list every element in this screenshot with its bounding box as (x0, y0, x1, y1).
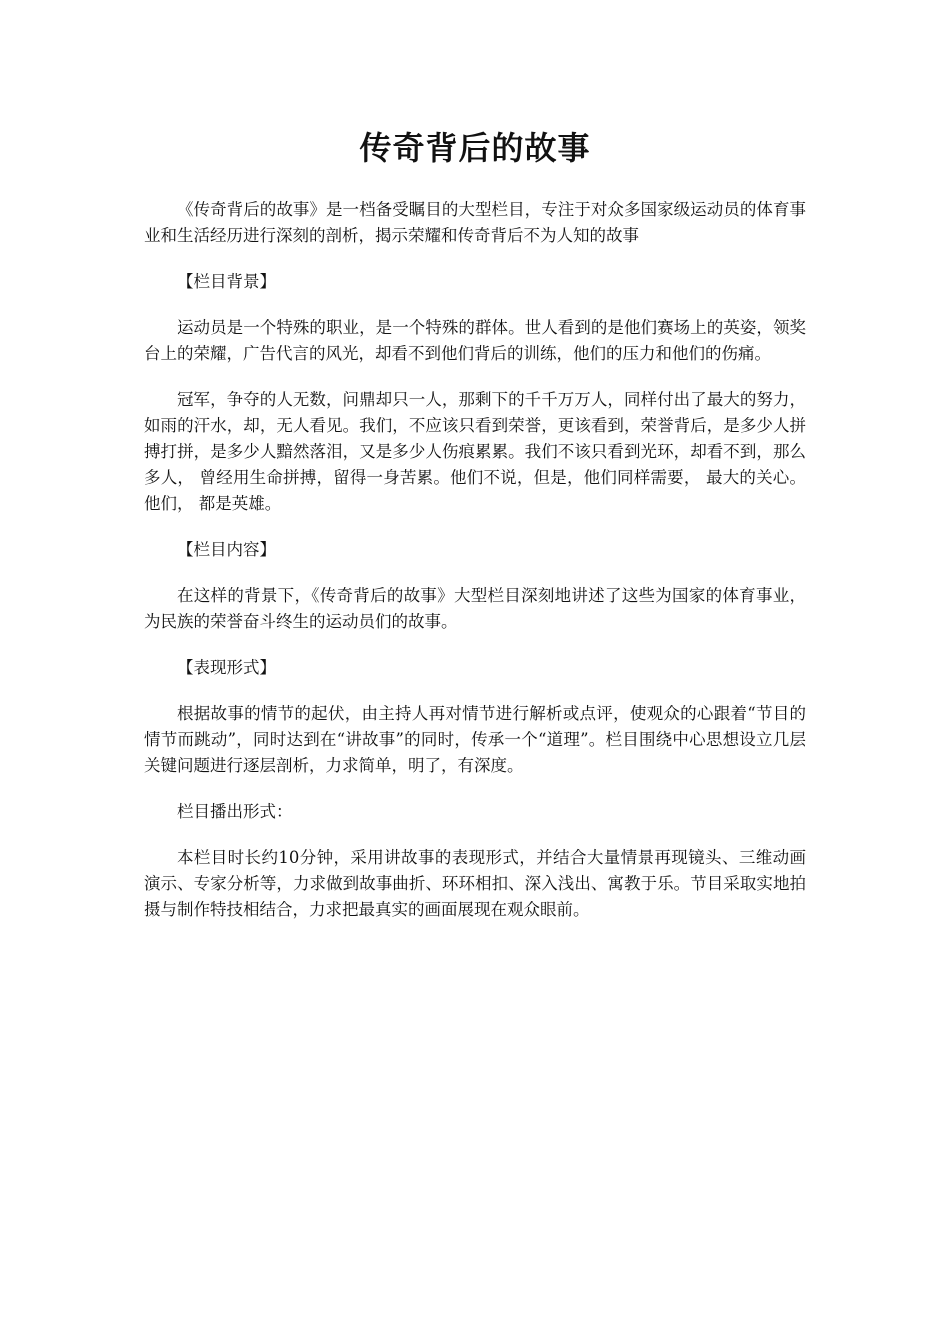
format-paragraph: 根据故事的情节的起伏，由主持人再对情节进行解析或点评，使观众的心跟着“节目的情节而跳动”，同时达到在“讲故事”的同时，传承一个“道理”。栏目围绕中心思想设立几层关键问题进行逐层剖析，力求简单，明了，有深度。 (144, 704, 806, 775)
page-title: 传奇背后的故事 (359, 129, 591, 167)
intro-paragraph: 《传奇背后的故事》是一档备受瞩目的大型栏目，专注于对众多国家级运动员的体育事业和生活经历进行深刻的剖析，揭示荣耀和传奇背后不为人知的故事 (144, 200, 806, 245)
background-paragraph-1: 运动员是一个特殊的职业，是一个特殊的群体。世人看到的是他们赛场上的英姿，领奖台上的荣耀，广告代言的风光，却看不到他们背后的训练，他们的压力和他们的伤痛。 (144, 318, 806, 363)
section-heading-background: 【栏目背景】 (177, 272, 276, 291)
section-heading-format: 【表现形式】 (177, 658, 276, 677)
content-paragraph: 在这样的背景下，《传奇背后的故事》大型栏目深刻地讲述了这些为国家的体育事业，为民族的荣誉奋斗终生的运动员们的故事。 (144, 586, 806, 631)
section-heading-content: 【栏目内容】 (177, 540, 276, 559)
broadcast-paragraph: 本栏目时长约10分钟，采用讲故事的表现形式，并结合大量情景再现镜头、三维动画演示、专家分析等，力求做到故事曲折、环环相扣、深入浅出、寓教于乐。节目采取实地拍摄与制作特技相结合，力求把最真实的画面展现在观众眼前。 (144, 848, 806, 919)
document-body (144, 197, 806, 943)
background-paragraph-2: 冠军，争夺的人无数，问鼎却只一人，那剩下的千千万万人，同样付出了最大的努力，如雨的汗水，却，无人看见。我们，不应该只看到荣誉，更该看到，荣誉背后，是多少人拼搏打拼，是多少人黯然落泪，又是多少人伤痕累累。我们不该只看到光环，却看不到，那么多人， 曾经用生命拼搏，留得一身苦累。他们不说，但是，他们同样需要， 最大的关心。 他们， 都是英雄。 (144, 390, 806, 513)
section-heading-broadcast: 栏目播出形式： (177, 802, 293, 821)
